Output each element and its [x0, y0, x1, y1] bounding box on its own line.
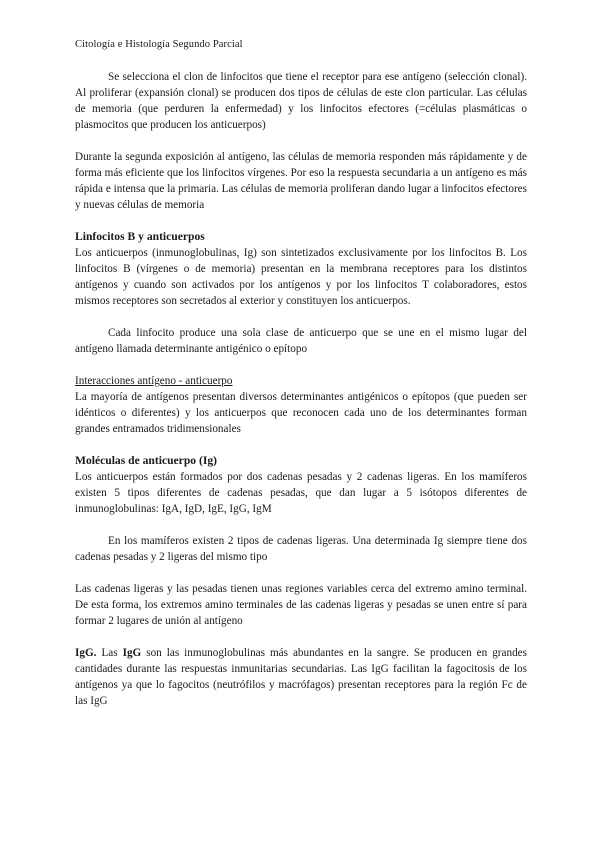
igg-text-2: son las inmunoglobulinas más abundantes en la sangre. Se producen en grandes cantidades durante las respuestas inmunitarias secundarias. Las IgG facilitan la fagocitosis de los antígenos ya que lo fagocitos (neutrófilos y macrófagos) presentan receptores para la región Fc de las IgG: [75, 647, 527, 707]
page-header: Citología e Histología Segundo Parcial: [75, 39, 243, 50]
heading-linfocitos-b: Linfocitos B y anticuerpos: [75, 230, 205, 243]
document-body: [75, 69, 527, 709]
paragraph-igg: [75, 645, 527, 709]
paragraph-lymphocyte-class: Cada linfocito produce una sola clase de anticuerpo que se une en el mismo lugar del antígeno llamada determinante antigénico o epítopo: [75, 327, 527, 355]
paragraph-heavy-chains: Los anticuerpos están formados por dos cadenas pesadas y 2 cadenas ligeras. En los mamíferos existen 5 tipos diferentes de cadenas pesadas, que dan lugar a 5 isótopos diferentes de inmunoglobulinas: IgA, IgD, IgE, IgG, IgM: [75, 471, 527, 515]
heading-antibody-molecules: Moléculas de anticuerpo (Ig): [75, 454, 218, 467]
paragraph-second-exposure: Durante la segunda exposición al antígeno, las células de memoria responden más rápidamente y de forma más eficiente que los linfocitos vírgenes. Por eso la respuesta secundaria a un antígeno es más rápida e intensa que la primaria. Las células de memoria proliferan dando lugar a linfocitos efectores y nuevas células de memoria: [75, 151, 527, 211]
paragraph-epitopes: La mayoría de antígenos presentan diversos determinantes antigénicos o epítopos (que pueden ser idénticos o diferentes) y los anticuerpos que reconocen cada uno de los determinantes forman grandes entramados tridimensionales: [75, 391, 527, 435]
paragraph-antibodies: Los anticuerpos (inmunoglobulinas, Ig) son sintetizados exclusivamente por los linfocitos B. Los linfocitos B (vírgenes o de memoria) presentan en la membrana receptores para los distintos antígenos y cuando son activados por los antígenos y por los linfocitos T colaboradores, estos mismos receptores son secretados al exterior y constituyen los anticuerpos.: [75, 247, 527, 307]
igg-lead: IgG.: [75, 647, 97, 659]
subheading-interactions: Interacciones antígeno - anticuerpo: [75, 375, 233, 387]
igg-bold: IgG: [122, 647, 142, 659]
paragraph-clonal-selection: Se selecciona el clon de linfocitos que tiene el receptor para ese antígeno (selección clonal). Al proliferar (expansión clonal) se producen dos tipos de células de este clon particular. Las células de memoria (que perduren la enfermedad) y los linfocitos efectores (=células plasmáticas o plasmocitos que producen los anticuerpos): [75, 71, 527, 131]
paragraph-light-chains: En los mamíferos existen 2 tipos de cadenas ligeras. Una determinada Ig siempre tiene dos cadenas pesadas y 2 ligeras del mismo tipo: [75, 535, 527, 563]
igg-text-1: Las: [96, 647, 123, 659]
paragraph-variable-regions: Las cadenas ligeras y las pesadas tienen unas regiones variables cerca del extremo amino terminal. De esta forma, los extremos amino terminales de las cadenas ligeras y pesadas se unen entre sí para formar 2 lugares de unión al antígeno: [75, 583, 527, 627]
